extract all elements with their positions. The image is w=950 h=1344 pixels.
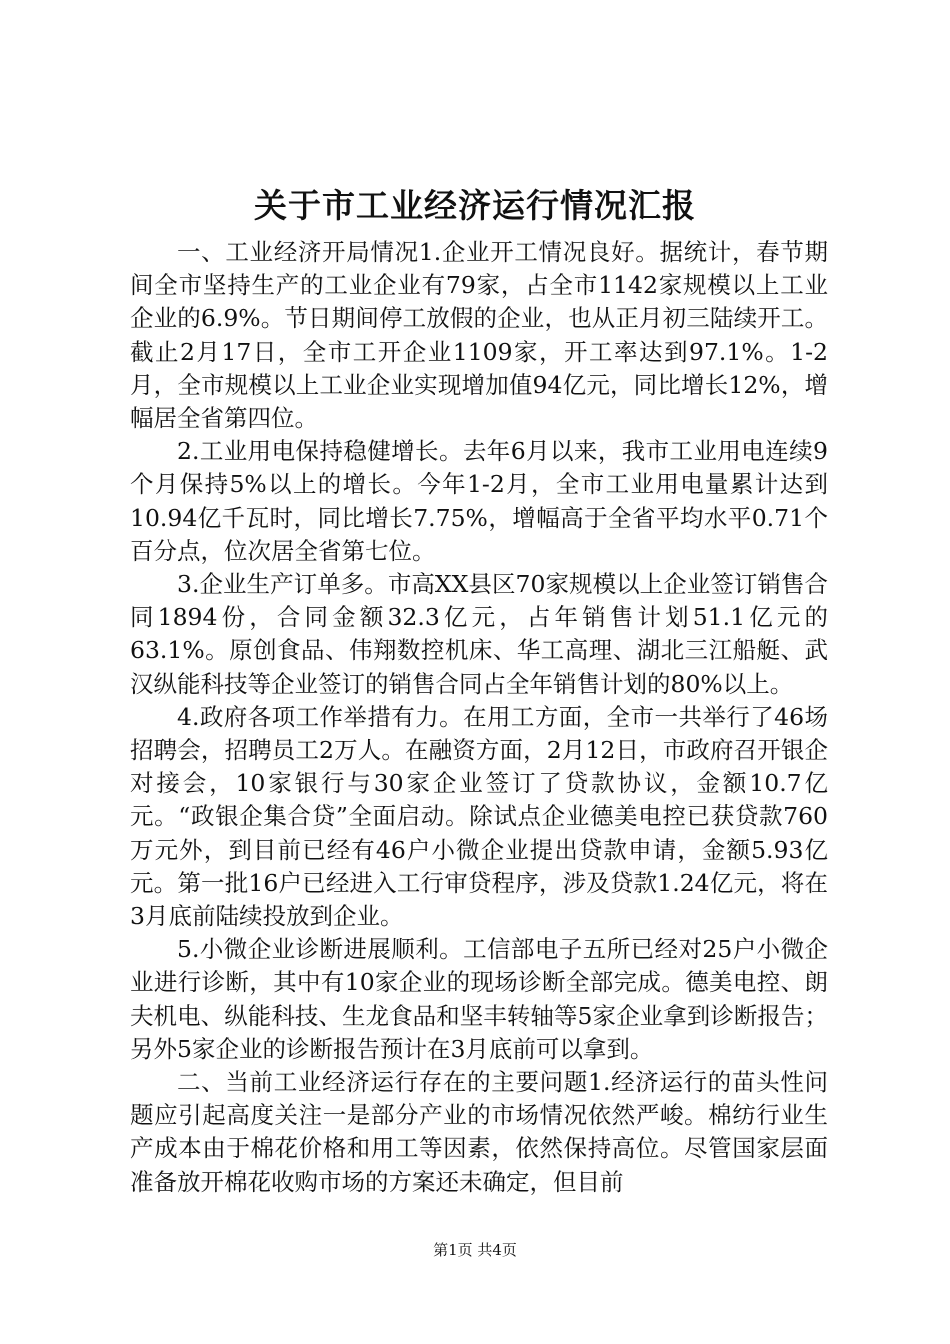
paragraph: 4.政府各项工作举措有力。在用工方面，全市一共举行了46场招聘会，招聘员工2万人。在融资方面，2月12日，市政府召开银企对接会，10家银行与30家企业签订了贷款协议，金额10.7亿元。“政银企集合贷”全面启动。除试点企业德美电控已获贷款760万元外，到目前已经有46户小微企业提出贷款申请，金额5.93亿元。第一批16户已经进入工行审贷程序，涉及贷款1.24亿元，将在3月底前陆续投放到企业。 xyxy=(130,702,828,931)
paragraph: 一、工业经济开局情况1.企业开工情况良好。据统计，春节期间全市坚持生产的工业企业有79家，占全市1142家规模以上工业企业的6.9%。节日期间停工放假的企业，也从正月初三陆续开工。截止2月17日，全市工开企业1109家，开工率达到97.1%。1-2月，全市规模以上工业企业实现增加值94亿元，同比增长12%，增幅居全省第四位。 xyxy=(130,238,828,433)
paragraph: 2.工业用电保持稳健增长。去年6月以来，我市工业用电连续9个月保持5%以上的增长。今年1-2月，全市工业用电量累计达到10.94亿千瓦时，同比增长7.75%，增幅高于全省平均水平0.71个百分点，位次居全省第七位。 xyxy=(130,437,828,565)
paragraph: 二、当前工业经济运行存在的主要问题1.经济运行的苗头性问题应引起高度关注一是部分产业的市场情况依然严峻。棉纺行业生产成本由于棉花价格和用工等因素，依然保持高位。尽管国家层面准备放开棉花收购市场的方案还未确定，但目前 xyxy=(130,1068,828,1196)
document-title: 关于市工业经济运行情况汇报 xyxy=(254,186,696,225)
document-body xyxy=(130,236,828,1199)
paragraph: 3.企业生产订单多。市高XX县区70家规模以上企业签订销售合同1894份，合同金额32.3亿元，占年销售计划51.1亿元的63.1%。原创食品、伟翔数控机床、华工高理、湖北三江船艇、武汉纵能科技等企业签订的销售合同占全年销售计划的80%以上。 xyxy=(130,570,828,698)
paragraph: 5.小微企业诊断进展顺利。工信部电子五所已经对25户小微企业进行诊断，其中有10家企业的现场诊断全部完成。德美电控、朗夫机电、纵能科技、生龙食品和坚丰转轴等5家企业拿到诊断报告；另外5家企业的诊断报告预计在3月底前可以拿到。 xyxy=(130,935,828,1063)
page-number-footer: 第1页 共4页 xyxy=(433,1241,517,1259)
